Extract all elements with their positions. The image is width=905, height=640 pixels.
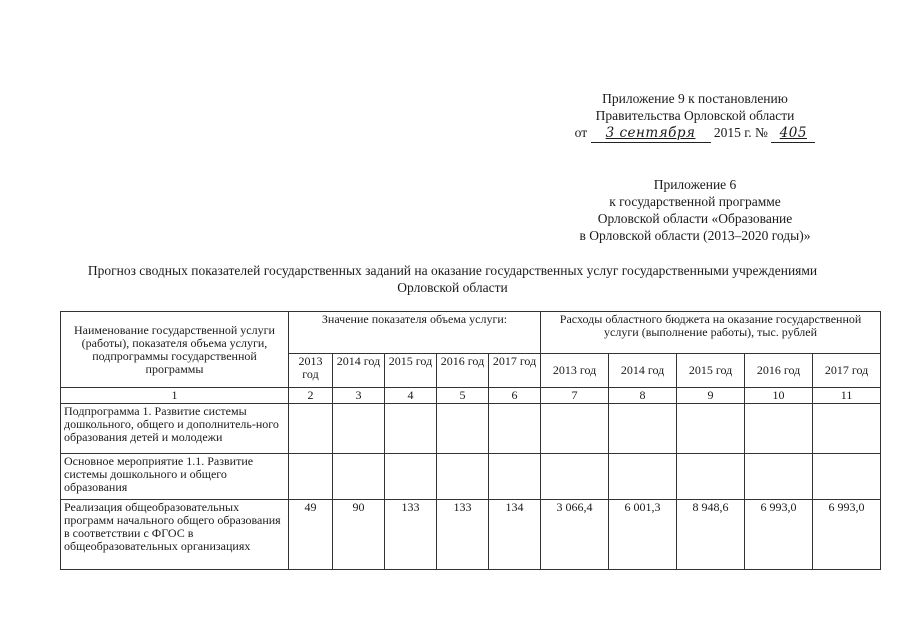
volume-group-header: Значение показателя объема услуги: xyxy=(289,312,541,354)
row-name: Подпрограмма 1. Развитие системы дошкольного, общего и дополнитель-ного образования детей и молодежи xyxy=(61,404,289,454)
row-value xyxy=(289,404,333,454)
column-number: 3 xyxy=(333,388,385,404)
row-value: 6 993,0 xyxy=(745,500,813,570)
row-value xyxy=(385,454,437,500)
name-column-header: Наименование государственной услуги (работы), показателя объема услуги, подпрограммы государственной программы xyxy=(61,312,289,388)
row-value xyxy=(813,454,881,500)
row-value: 6 993,0 xyxy=(813,500,881,570)
row-value: 8 948,6 xyxy=(677,500,745,570)
expense-group-header: Расходы областного бюджета на оказание государственной услуги (выполнение работы), тыс. рублей xyxy=(541,312,881,354)
row-value xyxy=(745,454,813,500)
from-label: от xyxy=(574,125,588,140)
row-value xyxy=(745,404,813,454)
column-number: 6 xyxy=(489,388,541,404)
appendix-6-line1: Приложение 6 xyxy=(653,177,737,192)
appendix-6-line4: в Орловской области (2013–2020 годы)» xyxy=(579,228,811,243)
row-value: 133 xyxy=(437,500,489,570)
expense-year-header: 2014 год xyxy=(609,354,677,388)
appendix-6-header xyxy=(545,176,845,244)
row-value xyxy=(677,404,745,454)
row-value: 6 001,3 xyxy=(609,500,677,570)
appendix-9-date-line xyxy=(560,124,830,143)
row-value xyxy=(541,454,609,500)
row-value xyxy=(437,404,489,454)
expense-year-header: 2013 год xyxy=(541,354,609,388)
table-row xyxy=(61,500,881,570)
row-value xyxy=(541,404,609,454)
row-value xyxy=(385,404,437,454)
handwritten-number: 405 xyxy=(771,125,815,143)
row-value xyxy=(609,404,677,454)
column-number: 8 xyxy=(609,388,677,404)
column-number: 4 xyxy=(385,388,437,404)
volume-year-header: 2017 год xyxy=(489,354,541,388)
volume-year-header: 2015 год xyxy=(385,354,437,388)
column-number: 10 xyxy=(745,388,813,404)
volume-year-header: 2013 год xyxy=(289,354,333,388)
row-value xyxy=(289,454,333,500)
row-value: 49 xyxy=(289,500,333,570)
year-label: 2015 г. № xyxy=(713,125,768,140)
row-value: 90 xyxy=(333,500,385,570)
column-number: 11 xyxy=(813,388,881,404)
row-value xyxy=(489,404,541,454)
row-name: Основное мероприятие 1.1. Развитие системы дошкольного и общего образования xyxy=(61,454,289,500)
appendix-9-line2: Правительства Орловской области xyxy=(595,108,795,123)
row-value xyxy=(609,454,677,500)
table-row xyxy=(61,454,881,500)
row-value xyxy=(813,404,881,454)
expense-year-header: 2016 год xyxy=(745,354,813,388)
row-value xyxy=(333,454,385,500)
appendix-6-line2: к государственной программе xyxy=(609,194,781,209)
column-number: 5 xyxy=(437,388,489,404)
row-value xyxy=(489,454,541,500)
expense-year-header: 2015 год xyxy=(677,354,745,388)
expense-year-header: 2017 год xyxy=(813,354,881,388)
row-value xyxy=(677,454,745,500)
indicators-table xyxy=(60,311,881,570)
table-row xyxy=(61,404,881,454)
appendix-9-line1: Приложение 9 к постановлению xyxy=(602,91,788,106)
volume-year-header: 2016 год xyxy=(437,354,489,388)
document-title: Прогноз сводных показателей государственных заданий на оказание государственных услуг государственными учреждениями Орловской области xyxy=(87,263,818,295)
appendix-9-header xyxy=(560,90,830,143)
column-number: 1 xyxy=(61,388,289,404)
row-name: Реализация общеобразовательных программ начального общего образования в соответствии с ФГОС в общеобразовательных организациях xyxy=(61,500,289,570)
appendix-6-line3: Орловской области «Образование xyxy=(597,211,793,226)
handwritten-date: 3 сентября xyxy=(591,125,711,143)
column-number: 9 xyxy=(677,388,745,404)
row-value xyxy=(333,404,385,454)
column-number: 2 xyxy=(289,388,333,404)
volume-year-header: 2014 год xyxy=(333,354,385,388)
row-value xyxy=(437,454,489,500)
column-number: 7 xyxy=(541,388,609,404)
row-value: 133 xyxy=(385,500,437,570)
row-value: 3 066,4 xyxy=(541,500,609,570)
row-value: 134 xyxy=(489,500,541,570)
